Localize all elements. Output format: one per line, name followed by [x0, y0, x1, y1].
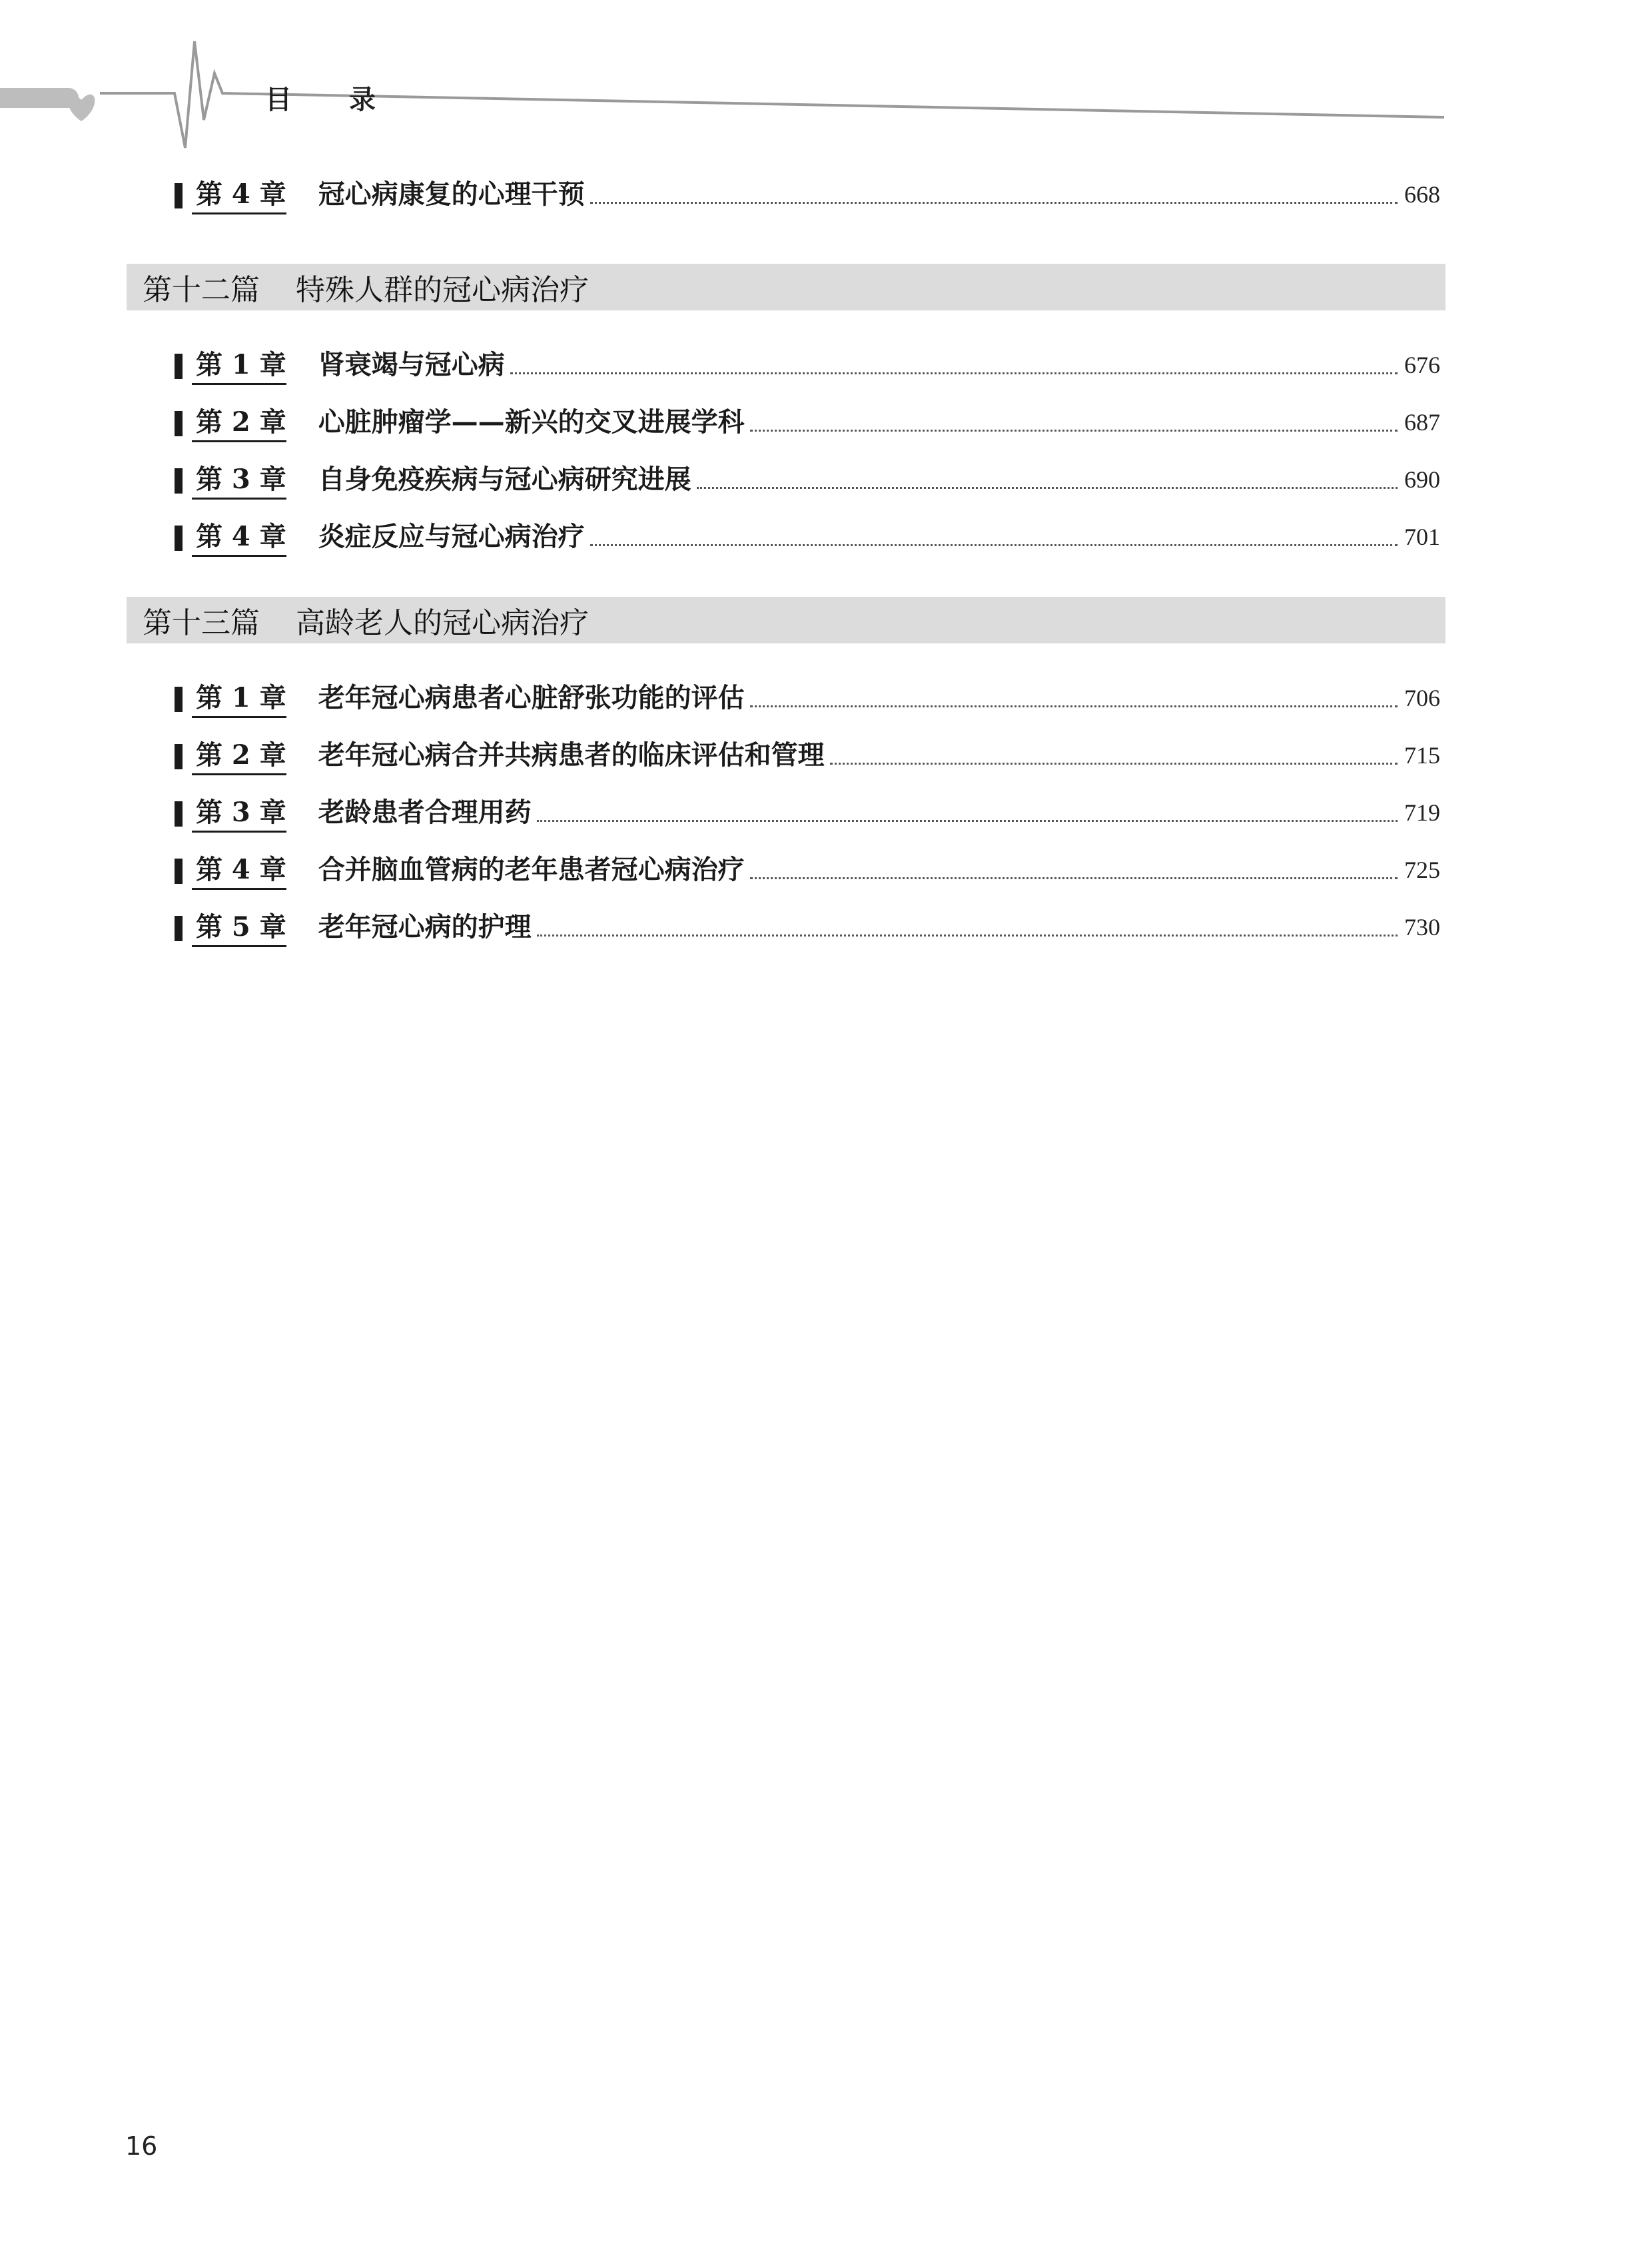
entry-marker	[175, 687, 183, 712]
entry-marker	[175, 916, 183, 941]
dot-leader	[830, 763, 1398, 765]
entry-marker	[175, 859, 183, 884]
toc-entry[interactable]	[175, 678, 1440, 718]
toc-entry[interactable]	[175, 460, 1440, 500]
chapter-label: 第 5 章	[192, 911, 286, 947]
chapter-title: 合并脑血管病的老年患者冠心病治疗	[318, 854, 745, 885]
toc-entry[interactable]	[175, 735, 1440, 775]
entry-marker	[175, 801, 183, 827]
page-number: 701	[1404, 524, 1440, 550]
page-number: 706	[1404, 685, 1440, 711]
page-number: 668	[1404, 181, 1440, 208]
dot-leader	[750, 430, 1398, 432]
page-number: 687	[1404, 409, 1440, 436]
page-number: 719	[1404, 799, 1440, 826]
toc-entry[interactable]	[175, 907, 1440, 947]
chapter-title: 肾衰竭与冠心病	[318, 349, 505, 380]
toc-entry[interactable]	[175, 175, 1440, 214]
entry-marker	[175, 183, 183, 208]
chapter-title: 老龄患者合理用药	[318, 797, 532, 828]
chapter-title: 老年冠心病的护理	[318, 911, 532, 942]
chapter-title: 冠心病康复的心理干预	[318, 179, 585, 210]
entry-marker	[175, 354, 183, 379]
entry-marker	[175, 468, 183, 494]
page-number: 730	[1404, 914, 1440, 940]
heartbeat-line-icon	[0, 27, 1465, 160]
dot-leader	[697, 487, 1398, 489]
toc-entry[interactable]	[175, 345, 1440, 385]
chapter-title: 老年冠心病患者心脏舒张功能的评估	[318, 682, 745, 713]
entry-marker	[175, 411, 183, 436]
dot-leader	[590, 544, 1398, 546]
part-number: 第十二篇	[143, 273, 260, 307]
part-number: 第十三篇	[143, 606, 260, 640]
chapter-label: 第 4 章	[192, 853, 286, 890]
chapter-label: 第 3 章	[192, 463, 286, 500]
toc-entry[interactable]	[175, 793, 1440, 833]
page-number: 690	[1404, 466, 1440, 493]
chapter-label: 第 2 章	[192, 739, 286, 775]
page-number: 725	[1404, 857, 1440, 883]
part-header-12	[127, 264, 1446, 310]
chapter-title: 炎症反应与冠心病治疗	[318, 521, 585, 552]
page-number: 715	[1404, 742, 1440, 769]
chapter-label: 第 2 章	[192, 406, 286, 442]
dot-leader	[537, 934, 1398, 936]
toc-entry[interactable]	[175, 402, 1440, 442]
toc-entry[interactable]	[175, 517, 1440, 557]
chapter-label: 第 3 章	[192, 796, 286, 833]
chapter-label: 第 1 章	[192, 681, 286, 718]
page-number: 676	[1404, 352, 1440, 378]
dot-leader	[750, 705, 1398, 707]
chapter-label: 第 4 章	[192, 178, 286, 214]
folio-page-number: 16	[125, 2131, 158, 2161]
chapter-title: 老年冠心病合并共病患者的临床评估和管理	[318, 739, 825, 771]
part-title: 特殊人群的冠心病治疗	[296, 273, 589, 307]
part-title: 高龄老人的冠心病治疗	[296, 606, 589, 640]
dot-leader	[537, 820, 1398, 822]
chapter-title: 心脏肿瘤学——新兴的交叉进展学科	[318, 406, 745, 438]
chapter-label: 第 4 章	[192, 520, 286, 557]
chapter-label: 第 1 章	[192, 348, 286, 385]
entry-marker	[175, 526, 183, 551]
toc-entry[interactable]	[175, 850, 1440, 890]
entry-marker	[175, 744, 183, 769]
dot-leader	[590, 202, 1398, 204]
header-title: 目 录	[265, 85, 400, 115]
part-header-13	[127, 597, 1446, 643]
chapter-title: 自身免疫疾病与冠心病研究进展	[318, 464, 691, 495]
dot-leader	[750, 877, 1398, 879]
dot-leader	[510, 372, 1398, 374]
